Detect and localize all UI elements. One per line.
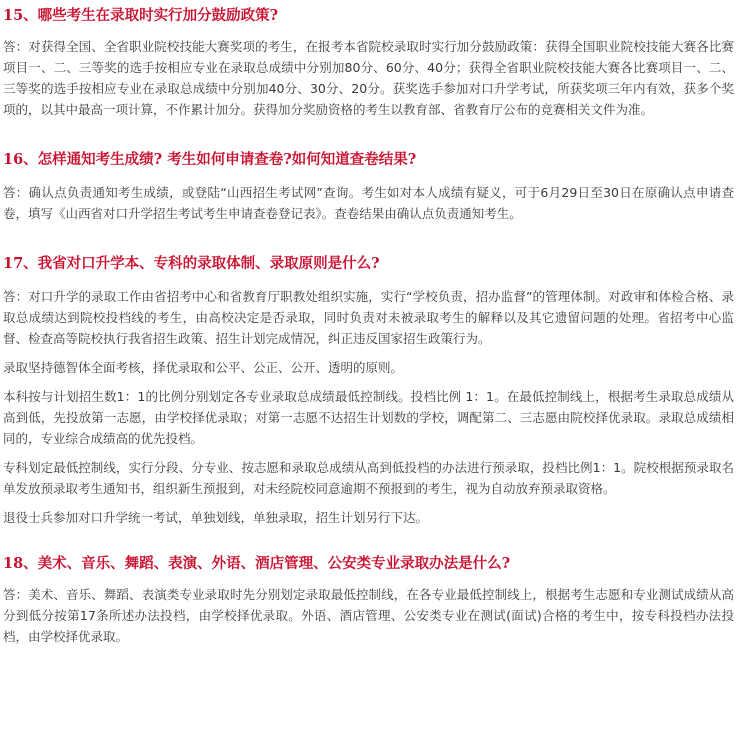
faq-paragraph-17-veterans: 退役士兵参加对口升学统一考试，单独划线，单独录取，招生计划另行下达。: [3, 510, 429, 525]
faq-answer-15: 答：对获得全国、全省职业院校技能大赛奖项的考生，在报考本省院校录取时实行加分鼓励政策：获得全国职业院校技能大赛各比赛项目一、二、三等奖的选手按相应专业在录取总成绩中分别加80分、60分、40分；获得全省职业院校技能大赛各比赛项目一、二、三等奖的选手按相应专业在录取总成绩中分别加40分、30分、20分。获奖选手参加对口升学考试，所获奖项三年内有效，获多个奖项的，以其中最高一项计算，不作累计加分。获得加分奖励资格的考生以教育部、省教育厅公布的竞赛相关文件为准。: [3, 39, 734, 117]
faq-section-18: [0, 554, 740, 647]
faq-paragraph-17-junior-college: 专科划定最低控制线，实行分段、分专业、按志愿和录取总成绩从高到低投档的办法进行预录取，投档比例1：1。院校根据预录取名单发放预录取考生通知书，组织新生预报到，对未经院校同意逾期不预报到的考生，视为自动放弃预录取资格。: [3, 460, 734, 496]
faq-answer-17: 答：对口升学的录取工作由省招考中心和省教育厅职教处组织实施，实行“学校负责，招办监督”的管理体制。对政审和体检合格、录取总成绩达到院校投档线的考生，由高校决定是否录取，同时负责对未被录取考生的解释以及其它遗留问题的处理。省招考中心监督、检查高等院校执行我省招生政策、招生计划完成情况，纠正违反国家招生政策行为。: [3, 289, 734, 346]
faq-section-17: [0, 254, 740, 528]
faq-section-16: [0, 150, 740, 224]
faq-section-15: [0, 6, 740, 120]
faq-answer-16: 答：确认点负责通知考生成绩，或登陆“山西招生考试网”查询。考生如对本人成绩有疑义，可于6月29日至30日在原确认点申请查卷，填写《山西省对口升学招生考试考生申请查卷登记表》。查卷结果由确认点负责通知考生。: [3, 185, 734, 221]
faq-question-15: 15、哪些考生在录取时实行加分鼓励政策?: [3, 7, 279, 24]
faq-question-18: 18、美术、音乐、舞蹈、表演、外语、酒店管理、公安类专业录取办法是什么?: [3, 555, 511, 572]
faq-paragraph-17-undergraduate: 本科按与计划招生数1：1的比例分别划定各专业录取总成绩最低控制线。投档比例 1：1。在最低控制线上，根据考生录取总成绩从高到低，先投放第一志愿，由学校择优录取；对第一志愿不达招生计划数的学校，调配第二、三志愿由院校择优录取。录取总成绩相同的，专业综合成绩高的优先投档。: [3, 389, 734, 446]
faq-answer-18: 答：美术、音乐、舞蹈、表演类专业录取时先分别划定录取最低控制线，在各专业最低控制线上，根据考生志愿和专业测试成绩从高分到低分按第17条所述办法投档，由学校择优录取。外语、酒店管理、公安类专业在测试(面试)合格的考生中，按专科投档办法投档，由学校择优录取。: [3, 587, 734, 644]
faq-paragraph-17-principle: 录取坚持德智体全面考核，择优录取和公平、公正、公开、透明的原则。: [3, 360, 404, 375]
faq-question-17: 17、我省对口升学本、专科的录取体制、录取原则是什么?: [3, 255, 380, 272]
faq-question-16: 16、怎样通知考生成绩? 考生如何申请查卷?如何知道查卷结果?: [3, 151, 417, 168]
